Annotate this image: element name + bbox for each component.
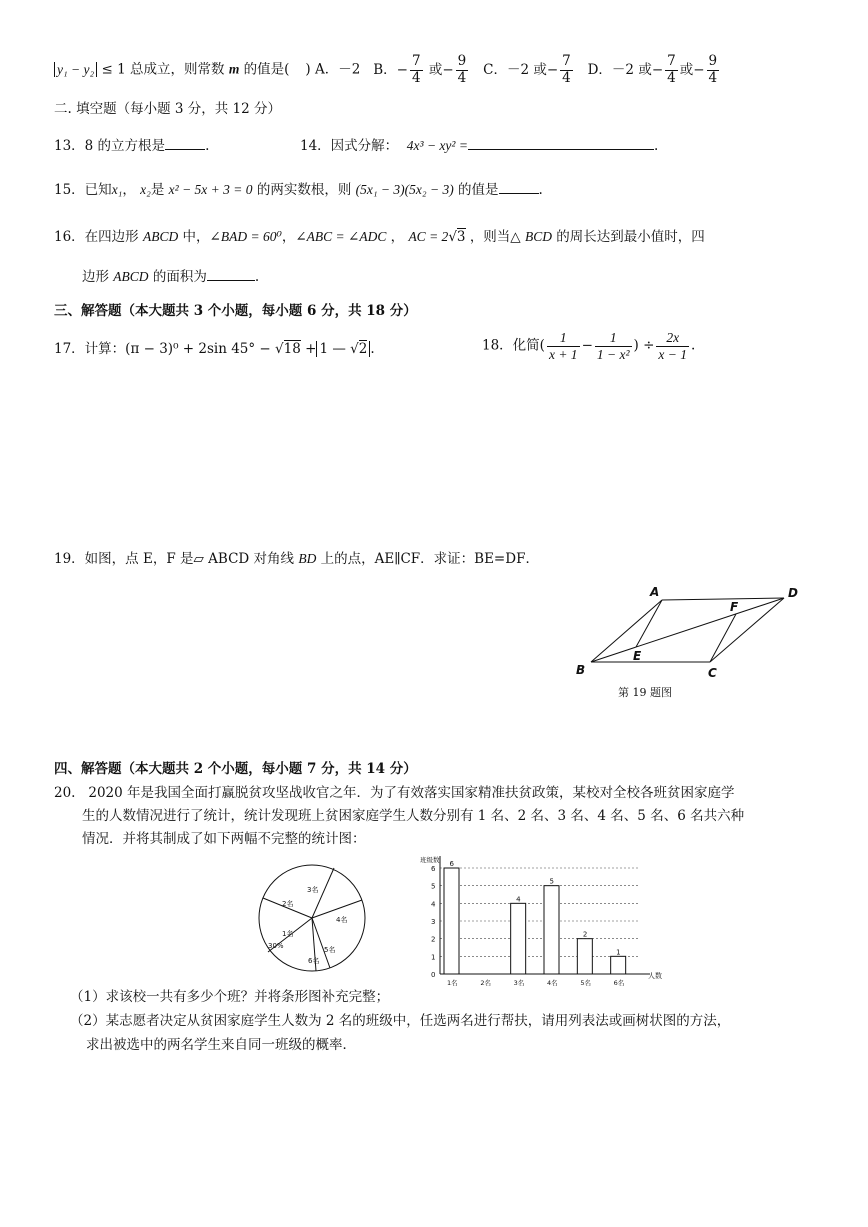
option-b: B．− $\frac{7}{4}$ 或− $\frac{9}{4}$ (373, 53, 467, 86)
label-a: A (650, 585, 660, 599)
section3-heading: 三、解答题（本大题共 3 个小题，每小题 6 分，共 18 分） (54, 303, 417, 319)
option-a: A．－2 (314, 61, 361, 78)
question-15: 15．已知x₁， x₂是 x² − 5x + 3 = 0 的两实数根，则 (5x₁ − 3)(5x₂ − 3) 的值是 . (54, 182, 543, 198)
question-16-line2: 边形 ABCD 的面积为 . (82, 269, 260, 285)
bar-data-label: 4 (516, 895, 521, 904)
abs-expression: y₁ − y₂ (54, 62, 97, 77)
bar (577, 939, 592, 974)
bar-chart (410, 852, 670, 992)
question-16-line1: 16．在四边形 ABCD 中，∠BAD = 60⁰，∠ABC = ∠ADC ， AC = 2√3 ，则当△ BCD 的周长达到最小值时，四 (54, 229, 705, 245)
x-tick-label: 3名 (513, 979, 525, 987)
answer-blank (468, 137, 654, 150)
pie-label-4: 4名 (336, 916, 348, 924)
y-tick-label: 3 (431, 918, 436, 926)
x-tick-label: 2名 (480, 979, 491, 987)
side-ab (591, 600, 662, 662)
pie-label-1: 1名 (282, 930, 294, 938)
label-d: D (788, 586, 798, 600)
bar-data-label: 5 (549, 877, 554, 886)
y-tick-label: 1 (431, 953, 436, 962)
question-20-line1: 20. 2020 年是我国全面打赢脱贫攻坚战收官之年．为了有效落实国家精准扶贫政策，某校对全校各班贫困家庭学 (54, 785, 735, 801)
option-c: C．－2 或− $\frac{7}{4}$ (483, 53, 571, 86)
bar-data-label: 6 (449, 860, 454, 868)
question-20-sub1: （1）求该校一共有多少个班？并将条形图补充完整； (70, 989, 390, 1005)
figure-19-parallelogram (570, 580, 810, 700)
pie-label-6: 6名 (308, 957, 320, 965)
q12-tail: y₁ − y₂ ≤ 1 总成立，则常数 m 的值是( ) A．－2 B．− $\frac{7}{4}$ 或− $\frac{9}{4}$ C．－2 或− $\frac{7}{4}$ D．－2 或− $\frac{7}{4}$ 或− $\frac{9}{4}$ (54, 54, 721, 86)
question-20-sub2b: 求出被选中的两名学生来自同一班级的概率． (86, 1037, 356, 1053)
bar (544, 886, 559, 974)
pie-label-5: 5名 (324, 946, 336, 954)
label-e: E (633, 649, 642, 663)
side-ad (662, 598, 784, 600)
bar (444, 868, 459, 974)
option-d: D．－2 或− $\frac{7}{4}$ 或− $\frac{9}{4}$ (587, 53, 718, 86)
label-c: C (708, 666, 717, 680)
y-tick-label: 5 (431, 882, 436, 891)
x-tick-label: 5名 (580, 979, 591, 987)
y-tick-label: 0 (431, 971, 436, 979)
section4-heading: 四、解答题（本大题共 2 个小题，每小题 7 分，共 14 分） (54, 761, 417, 777)
question-18: 18．化简( $\frac{1}{x + 1}$ − $\frac{1}{\text{1 − x²}}$ ) ÷ $\frac{2x}{x - 1}$ . (482, 330, 696, 362)
question-20-line3: 情况．并将其制成了如下两幅不完整的统计图： (82, 831, 366, 847)
bar-data-label: 2 (582, 930, 588, 939)
pie-label-3: 3名 (307, 886, 319, 894)
bar (611, 956, 626, 974)
question-17: 17．计算：(π − 3)⁰ + 2sin 45° − √18 + 1 — √2 . (54, 341, 375, 357)
question-20-sub2a: （2）某志愿者决定从贫困家庭学生人数为 2 名的班级中，任选两名进行帮扶，请用列表法或画树状图的方法， (70, 1013, 731, 1029)
label-b: B (576, 663, 586, 677)
x-tick-label: 1名 (447, 979, 458, 987)
pie-label-1-percent: 30% (268, 942, 284, 950)
answer-blank (165, 137, 205, 150)
y-axis-label: 班级数 (420, 856, 440, 864)
answer-blank (207, 268, 255, 281)
section2-heading: 二. 填空题（每小题 3 分，共 12 分） (54, 101, 282, 117)
bar-data-label: 1 (616, 948, 621, 957)
label-f: F (730, 600, 739, 614)
question-20-line2: 生的人数情况进行了统计，统计发现班上贫困家庭学生人数分别有 1 名、2 名、3 名、4 名、5 名、6 名共六种 (82, 808, 745, 824)
x-tick-label: 4名 (547, 979, 558, 987)
side-dc (710, 598, 784, 662)
pie-label-2: 2名 (282, 900, 294, 908)
question-13: 13．8 的立方根是 . (54, 138, 210, 154)
bar (511, 903, 526, 974)
y-tick-label: 4 (431, 900, 436, 909)
x-axis-label: 人数 (648, 972, 662, 980)
x-tick-label: 6名 (613, 979, 625, 987)
question-19: 19．如图，点 E，F 是▱ ABCD 对角线 BD 上的点，AE∥CF．求证：BE=DF． (54, 551, 539, 567)
y-tick-label: 6 (431, 865, 436, 873)
answer-blank (499, 181, 539, 194)
pie-chart (252, 862, 372, 982)
y-tick-label: 2 (431, 935, 436, 944)
question-14: 14．因式分解： 4x³ − xy² = . (300, 138, 659, 154)
diagonal-bd (591, 598, 784, 662)
figure-19-caption: 第 19 题图 (618, 686, 672, 699)
